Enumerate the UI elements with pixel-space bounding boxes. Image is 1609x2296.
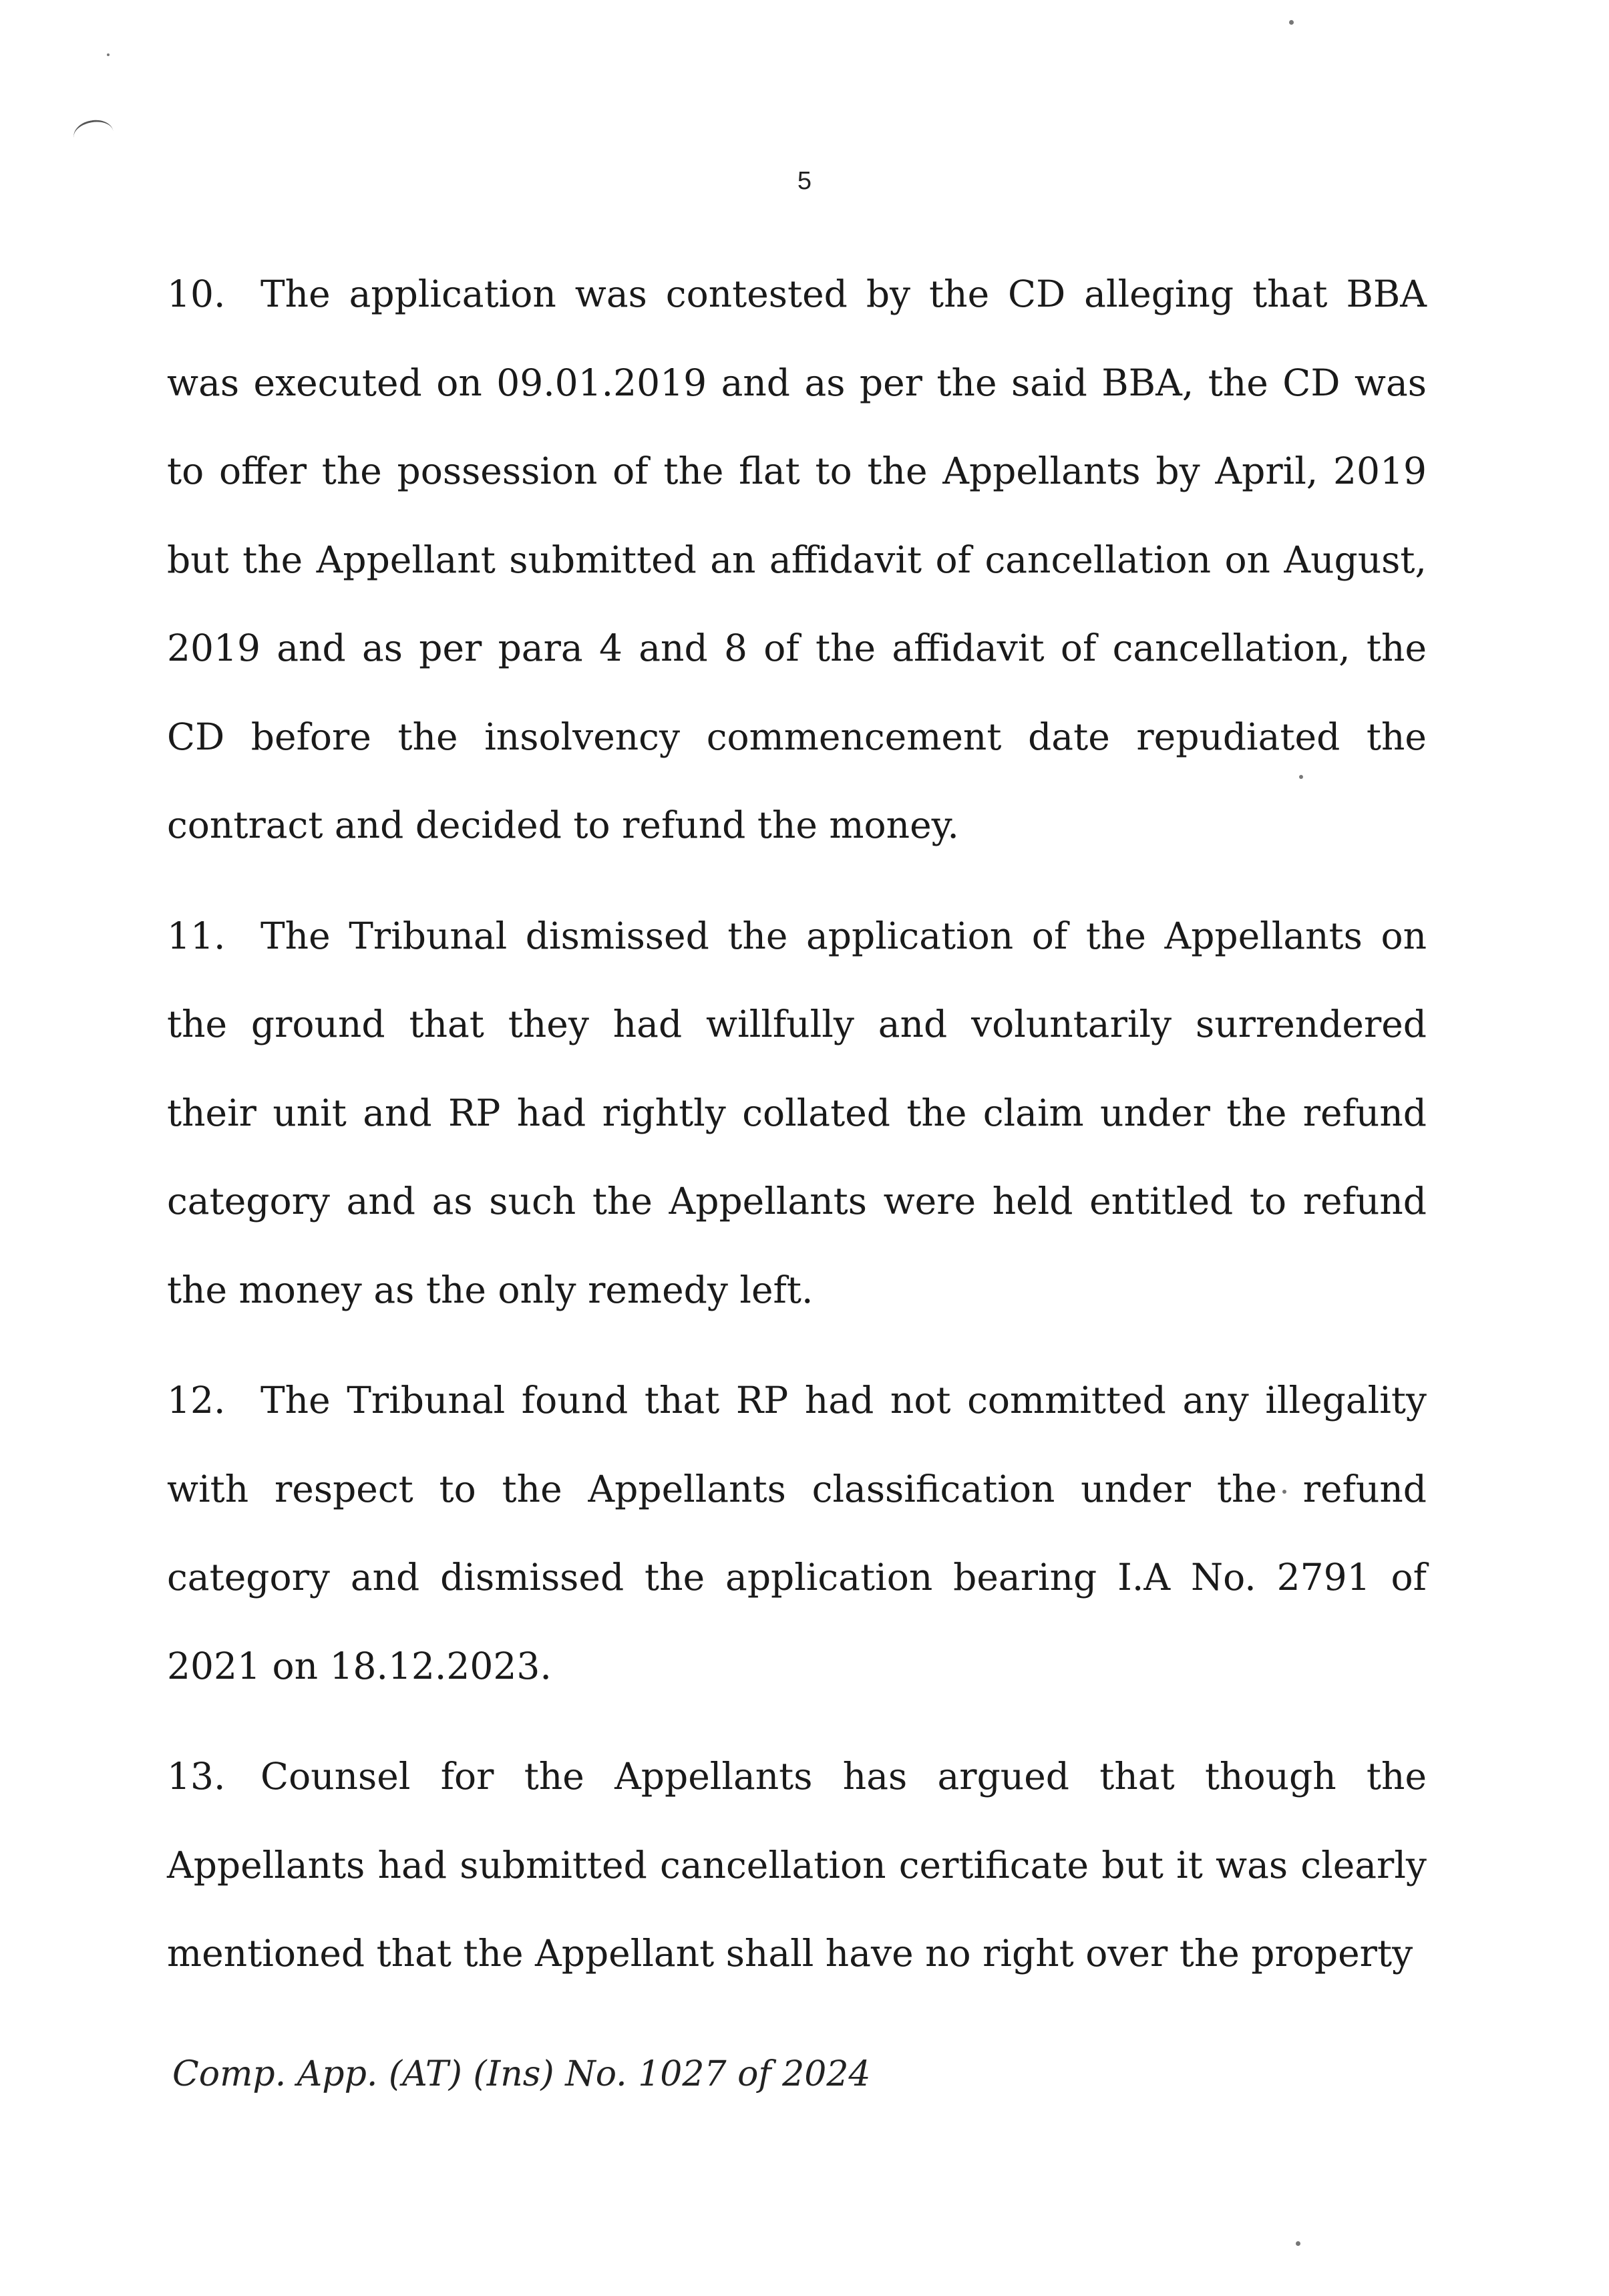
scan-speck: [107, 53, 110, 56]
scan-speck: [1289, 20, 1294, 25]
document-body: [167, 250, 1427, 2020]
paragraph-text: Counsel for the Appellants has argued that though the Appellants had submitted cancellation certificate but it was clearly mentioned that the Appellant shall have no right over the property: [167, 1755, 1427, 1975]
paragraph-10: [167, 250, 1427, 870]
paragraph-13: [167, 1732, 1427, 1998]
paragraph-number: 11.: [167, 914, 226, 957]
paragraph-11: [167, 892, 1427, 1335]
paragraph-text: The Tribunal dismissed the application of the Appellants on the ground that they had willfully and voluntarily surrendered their unit and RP had rightly collated the claim under the refund category and as such the Appellants were held entitled to refund the money as the only remedy left.: [167, 914, 1427, 1311]
scan-speck: [1296, 2241, 1300, 2246]
paragraph-12: [167, 1356, 1427, 1710]
paragraph-text: The application was contested by the CD alleging that BBA was executed on 09.01.2019 and as per the said BBA, the CD was to offer the possession of the flat to the Appellants by April, 2019 but the Appellant submitted an affidavit of cancellation on August, 2019 and as per para 4 and 8 of the affidavit of cancellation, the CD before the insolvency commencement date repudiated the contract and decided to refund the money.: [167, 273, 1427, 846]
paragraph-number: 13.: [167, 1755, 226, 1798]
paragraph-number: 12.: [167, 1379, 226, 1422]
scan-mark: [71, 117, 116, 152]
paragraph-number: 10.: [167, 273, 226, 315]
case-reference-footer: Comp. App. (AT) (Ins) No. 1027 of 2024: [172, 2054, 871, 2094]
page-number: 5: [797, 167, 812, 195]
paragraph-text: The Tribunal found that RP had not committed any illegality with respect to the Appellants classification under the refund category and dismissed the application bearing I.A No. 2791 of 2021 on 18.12.2023.: [167, 1379, 1427, 1687]
